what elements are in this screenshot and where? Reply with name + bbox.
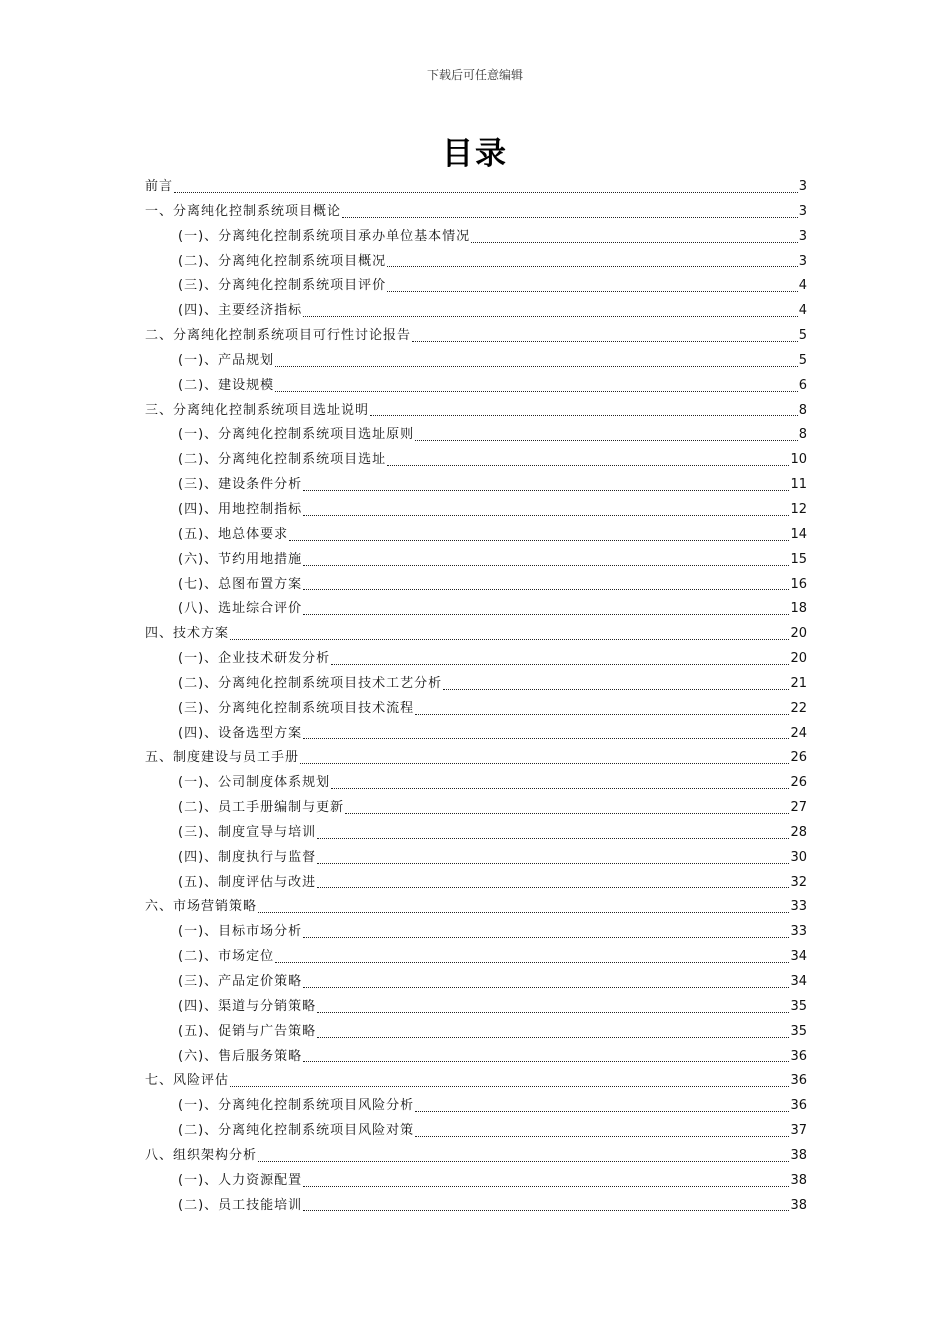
toc-entry[interactable] [145, 597, 807, 622]
toc-entry[interactable] [145, 1045, 807, 1070]
toc-entry-page-number: 3 [798, 179, 807, 194]
toc-dot-leader [300, 762, 789, 764]
toc-dot-leader [303, 514, 789, 516]
toc-dot-leader [289, 539, 789, 541]
toc-entry-label: (四)、主要经济指标 [178, 303, 303, 319]
toc-dot-leader [303, 1185, 789, 1187]
toc-entry-page-number: 38 [790, 1147, 807, 1163]
toc-entry[interactable] [145, 250, 807, 275]
toc-dot-leader [275, 390, 798, 392]
toc-entry-label: (七)、总图布置方案 [178, 576, 303, 592]
toc-entry[interactable] [145, 349, 807, 374]
toc-entry-page-number: 4 [798, 278, 807, 294]
toc-entry-label: (八)、选址综合评价 [178, 601, 303, 617]
toc-entry-label: (一)、公司制度体系规划 [178, 775, 331, 791]
toc-entry-label: (一)、企业技术研发分析 [178, 651, 331, 667]
toc-dot-leader [387, 290, 798, 292]
toc-entry[interactable] [145, 846, 807, 871]
toc-entry-page-number: 27 [790, 800, 807, 816]
toc-entry-page-number: 8 [798, 427, 807, 443]
toc-entry[interactable] [145, 473, 807, 498]
toc-entry-label: (六)、节约用地措施 [178, 551, 303, 567]
toc-entry-label: 八、组织架构分析 [145, 1147, 258, 1163]
toc-dot-leader [275, 961, 789, 963]
toc-dot-leader [174, 191, 798, 193]
toc-dot-leader [317, 1011, 789, 1013]
toc-dot-leader [303, 1060, 789, 1062]
toc-dot-leader [342, 216, 798, 218]
toc-entry-label: 七、风险评估 [145, 1073, 230, 1089]
toc-dot-leader [387, 464, 789, 466]
toc-entry-label: (六)、售后服务策略 [178, 1048, 303, 1064]
toc-entry-page-number: 26 [790, 750, 807, 766]
toc-entry[interactable] [145, 920, 807, 945]
page-header: 下载后可任意编辑 [426, 68, 523, 82]
toc-entry[interactable] [145, 697, 807, 722]
toc-entry[interactable] [145, 771, 807, 796]
toc-entry[interactable] [145, 1094, 807, 1119]
toc-entry-label: 六、市场营销策略 [145, 899, 258, 915]
toc-entry-label: (四)、渠道与分销策略 [178, 998, 317, 1014]
toc-entry-page-number: 10 [790, 452, 807, 468]
toc-entry[interactable] [145, 498, 807, 523]
toc-entry-page-number: 36 [790, 1073, 807, 1089]
toc-dot-leader [317, 886, 789, 888]
toc-entry-label: (一)、人力资源配置 [178, 1172, 303, 1188]
toc-dot-leader [317, 837, 789, 839]
toc-entry-label: (四)、用地控制指标 [178, 501, 303, 517]
toc-entry-page-number: 28 [790, 824, 807, 840]
toc-entry[interactable] [145, 523, 807, 548]
toc-dot-leader [317, 862, 789, 864]
toc-entry-page-number: 18 [790, 601, 807, 617]
toc-entry-label: (二)、建设规模 [178, 377, 275, 393]
toc-entry[interactable] [145, 1069, 807, 1094]
toc-entry-page-number: 26 [790, 775, 807, 791]
toc-entry-page-number: 36 [790, 1098, 807, 1114]
toc-entry-label: (四)、制度执行与监督 [178, 849, 317, 865]
toc-dot-leader [303, 737, 789, 739]
toc-entry-page-number: 6 [798, 377, 807, 393]
toc-dot-leader [303, 588, 789, 590]
toc-entry-label: (一)、分离纯化控制系统项目选址原则 [178, 427, 415, 443]
toc-entry[interactable] [145, 1144, 807, 1169]
toc-entry[interactable] [145, 548, 807, 573]
toc-entry[interactable] [145, 399, 807, 424]
toc-entry-label: (二)、分离纯化控制系统项目概况 [178, 253, 387, 269]
toc-entry[interactable] [145, 895, 807, 920]
toc-entry-page-number: 22 [790, 700, 807, 716]
toc-entry-label: (二)、员工技能培训 [178, 1197, 303, 1213]
toc-entry-label: 一、分离纯化控制系统项目概论 [145, 203, 342, 219]
toc-entry[interactable] [145, 573, 807, 598]
toc-entry-label: (三)、建设条件分析 [178, 477, 303, 493]
toc-dot-leader [387, 265, 798, 267]
toc-entry-page-number: 33 [790, 899, 807, 915]
toc-entry[interactable] [145, 299, 807, 324]
toc-dot-leader [331, 787, 789, 789]
toc-entry-page-number: 20 [790, 651, 807, 667]
toc-entry[interactable] [145, 821, 807, 846]
toc-entry-page-number: 32 [790, 874, 807, 890]
toc-entry-page-number: 21 [790, 675, 807, 691]
toc-dot-leader [317, 1036, 789, 1038]
toc-dot-leader [331, 663, 789, 665]
toc-entry-label: 二、分离纯化控制系统项目可行性讨论报告 [145, 328, 412, 344]
toc-dot-leader [303, 936, 789, 938]
toc-dot-leader [370, 414, 798, 416]
toc-entry-page-number: 5 [798, 328, 807, 344]
toc-entry[interactable] [145, 175, 807, 200]
toc-entry[interactable] [145, 970, 807, 995]
toc-entry-page-number: 12 [790, 501, 807, 517]
toc-entry-page-number: 15 [790, 551, 807, 567]
toc-dot-leader [303, 1209, 789, 1211]
toc-entry[interactable] [145, 1020, 807, 1045]
toc-entry-page-number: 33 [790, 924, 807, 940]
toc-entry[interactable] [145, 1169, 807, 1194]
toc-entry[interactable] [145, 274, 807, 299]
toc-entry-page-number: 35 [790, 998, 807, 1014]
toc-entry[interactable] [145, 324, 807, 349]
toc-entry-page-number: 4 [798, 303, 807, 319]
toc-dot-leader [415, 713, 789, 715]
toc-entry[interactable] [145, 1119, 807, 1144]
toc-entry[interactable] [145, 374, 807, 399]
toc-entry-page-number: 38 [790, 1172, 807, 1188]
toc-entry[interactable] [145, 200, 807, 225]
toc-dot-leader [412, 340, 798, 342]
toc-dot-leader [415, 439, 798, 441]
toc-dot-leader [258, 1160, 789, 1162]
toc-dot-leader [303, 613, 789, 615]
toc-entry-page-number: 34 [790, 949, 807, 965]
toc-dot-leader [230, 638, 789, 640]
toc-entry-page-number: 34 [790, 974, 807, 989]
toc-entry-label: (一)、分离纯化控制系统项目风险分析 [178, 1098, 415, 1114]
toc-entry-label: (一)、目标市场分析 [178, 924, 303, 940]
toc-entry-page-number: 14 [790, 526, 807, 542]
toc-entry[interactable] [145, 622, 807, 647]
toc-entry-page-number: 36 [790, 1048, 807, 1064]
toc-dot-leader [303, 986, 789, 988]
toc-entry[interactable] [145, 225, 807, 250]
page-title: 目录 [442, 136, 508, 172]
toc-entry-page-number: 35 [790, 1023, 807, 1039]
toc-entry-label: 四、技术方案 [145, 626, 230, 642]
toc-entry-label: (五)、制度评估与改进 [178, 874, 317, 890]
toc-entry-page-number: 3 [798, 228, 807, 244]
toc-dot-leader [345, 812, 789, 814]
toc-entry-label: (二)、分离纯化控制系统项目风险对策 [178, 1123, 415, 1139]
toc-entry-page-number: 38 [790, 1197, 807, 1213]
toc-dot-leader [275, 365, 798, 367]
toc-dot-leader [303, 564, 789, 566]
toc-entry[interactable] [145, 945, 807, 970]
toc-entry-label: (二)、分离纯化控制系统项目技术工艺分析 [178, 675, 443, 691]
toc-entry-label: (五)、地总体要求 [178, 526, 289, 542]
toc-entry[interactable] [145, 423, 807, 448]
toc-entry-page-number: 11 [790, 477, 807, 493]
toc-entry-label: (二)、员工手册编制与更新 [178, 800, 345, 816]
toc-entry-page-number: 5 [798, 352, 807, 368]
toc-entry-label: (三)、分离纯化控制系统项目技术流程 [178, 700, 415, 716]
toc-entry-label: (三)、制度宣导与培训 [178, 824, 317, 840]
toc-entry-label: (五)、促销与广告策略 [178, 1023, 317, 1039]
toc-entry-label: (三)、产品定价策略 [178, 974, 303, 989]
toc-entry[interactable] [145, 672, 807, 697]
toc-entry-page-number: 24 [790, 725, 807, 741]
toc-dot-leader [303, 315, 798, 317]
toc-entry-page-number: 30 [790, 849, 807, 865]
toc-entry-label: 三、分离纯化控制系统项目选址说明 [145, 402, 370, 418]
table-of-contents [145, 175, 807, 1218]
toc-entry[interactable] [145, 796, 807, 821]
toc-entry-label: (一)、分离纯化控制系统项目承办单位基本情况 [178, 228, 471, 244]
toc-entry-label: 五、制度建设与员工手册 [145, 750, 300, 766]
toc-entry[interactable] [145, 995, 807, 1020]
toc-dot-leader [415, 1135, 789, 1137]
toc-entry-label: (三)、分离纯化控制系统项目评价 [178, 278, 387, 294]
toc-entry-page-number: 3 [798, 253, 807, 269]
toc-dot-leader [303, 489, 789, 491]
toc-entry-page-number: 3 [798, 203, 807, 219]
toc-entry-page-number: 16 [790, 576, 807, 592]
toc-dot-leader [471, 241, 798, 243]
toc-entry-label: (四)、设备选型方案 [178, 725, 303, 741]
toc-dot-leader [230, 1085, 789, 1087]
toc-dot-leader [443, 688, 789, 690]
toc-entry-page-number: 20 [790, 626, 807, 642]
toc-entry-page-number: 8 [798, 402, 807, 418]
toc-entry[interactable] [145, 871, 807, 896]
toc-dot-leader [258, 911, 789, 913]
toc-entry[interactable] [145, 1194, 807, 1219]
toc-entry-label: (二)、分离纯化控制系统项目选址 [178, 452, 387, 468]
toc-entry-label: (一)、产品规划 [178, 352, 275, 368]
toc-dot-leader [415, 1110, 789, 1112]
toc-entry[interactable] [145, 722, 807, 747]
toc-entry-page-number: 37 [790, 1123, 807, 1139]
toc-entry-label: (二)、市场定位 [178, 949, 275, 965]
toc-entry[interactable] [145, 448, 807, 473]
toc-entry-label: 前言 [145, 179, 174, 194]
toc-entry[interactable] [145, 746, 807, 771]
toc-entry[interactable] [145, 647, 807, 672]
